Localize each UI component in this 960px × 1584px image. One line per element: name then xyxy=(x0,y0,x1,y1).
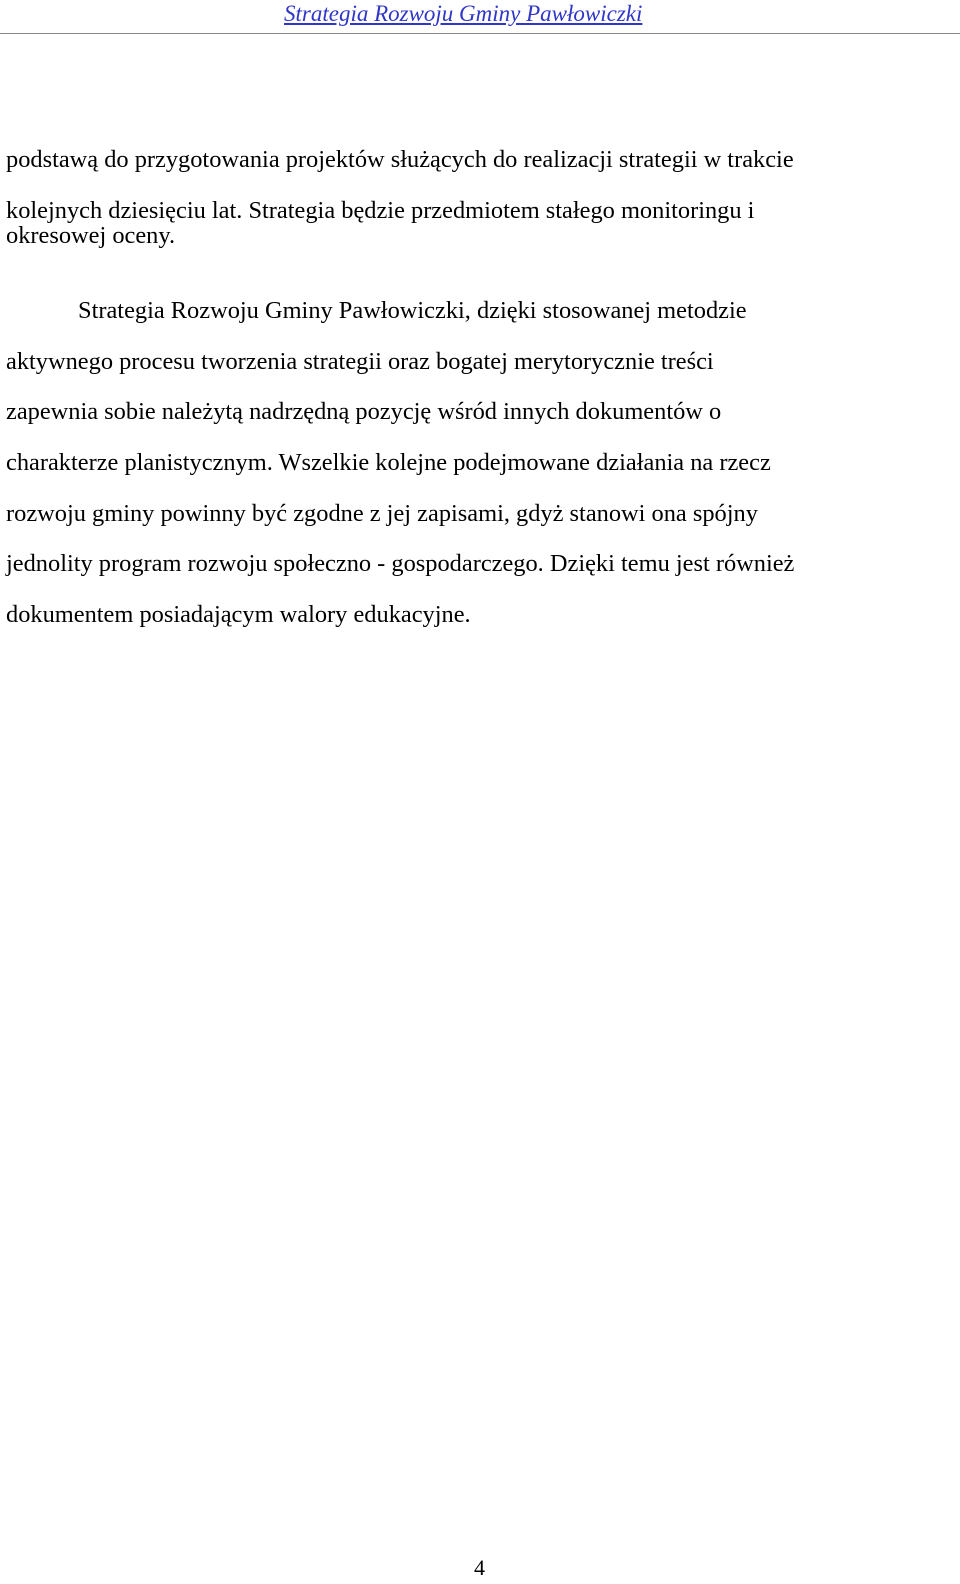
text-line: dokumentem posiadającym walory edukacyjne. xyxy=(6,601,471,628)
header-title[interactable]: Strategia Rozwoju Gminy Pawłowiczki xyxy=(284,1,643,26)
text-line: Strategia Rozwoju Gminy Pawłowiczki, dzięki stosowanej metodzie xyxy=(78,297,747,324)
text-line: zapewnia sobie należytą nadrzędną pozycję wśród innych dokumentów o xyxy=(6,398,722,425)
text-line: charakterze planistycznym. Wszelkie kolejne podejmowane działania na rzecz xyxy=(6,449,771,476)
text-line: jednolity program rozwoju społeczno - gospodarczego. Dzięki temu jest również xyxy=(6,550,795,577)
text-line: aktywnego procesu tworzenia strategii oraz bogatej merytorycznie treści xyxy=(6,348,714,375)
header-divider xyxy=(0,33,960,34)
text-line: podstawą do przygotowania projektów służących do realizacji strategii w trakcie xyxy=(6,146,794,173)
page-header xyxy=(0,0,960,34)
text-line: rozwoju gminy powinny być zgodne z jej zapisami, gdyż stanowi ona spójny xyxy=(6,500,758,527)
text-line: okresowej oceny. xyxy=(6,222,176,249)
page-number: 4 xyxy=(474,1555,485,1580)
text-line: kolejnych dziesięciu lat. Strategia będzie przedmiotem stałego monitoringu i xyxy=(6,197,755,224)
